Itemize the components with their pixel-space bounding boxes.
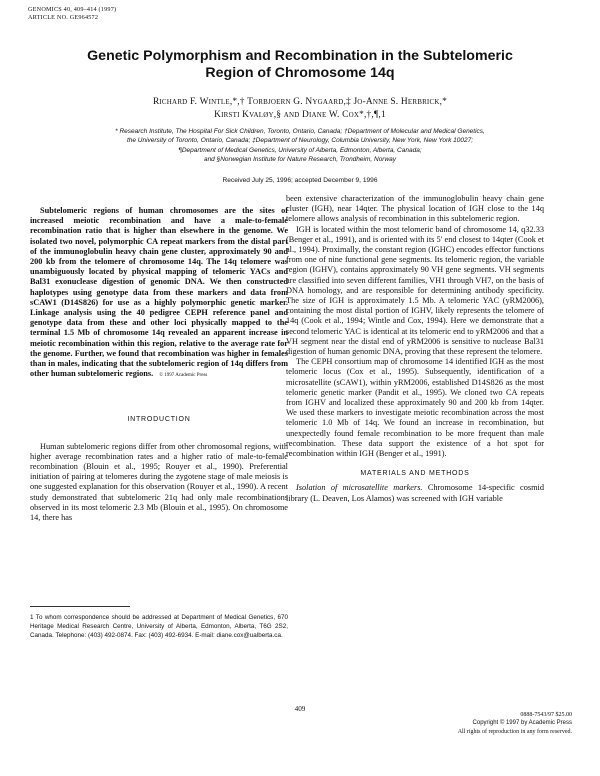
page-number: 409 <box>294 705 306 713</box>
introduction-paragraph: Human subtelomeric regions differ from other chromosomal regions, with higher average recombination rates and a higher ratio of male-to-female recombination (Blouin et al., 1995; Rouyer et al., 1990). Preferential initiation of pairing at telomeres during the zygotene stage of male meiosis is one suggested explanation for this observation (Rouyer et al., 1990). A recent study demonstrated that subtelomeric 21q had only male recombinations observed in its most telomeric 2.3 Mb (Blouin et al., 1995). On chromosome 14, there has <box>30 441 288 523</box>
left-column <box>30 206 288 523</box>
affiliation-line-1: * Research Institute, The Hospital For Sick Children, Toronto, Ontario, Canada; †Department of Molecular and Medical Genetics, <box>115 128 485 135</box>
received-date: Received July 25, 1996; accepted December 9, 1996 <box>222 177 378 184</box>
footnote-divider <box>30 606 130 607</box>
right-paragraph-1: IGH is located within the most telomeric band of chromosome 14, q32.33 (Benger et al., 1991), and is oriented with its 5′ end closest to 14qter (Cook et al., 1994). Proximally, the constant region (IGHC) encodes effector functions from one of nine functional gene segments. Its telomeric region, the variable region (IGHV), contains approximately 90 VH gene segments. VH segments are classified into seven different families, VH1 through VH7, on the basis of DNA homology, and are responsible for determining antibody specificity. The size of IGH is approximately 1.5 Mb. A telomeric YAC (yRM2006), containing the most distal portion of IGHV, likely represents the telomere of 14q (Cook et al., 1994; Wintle and Cox, 1994). Here we demonstrate that a second telomeric YAC is identical at its telomeric end to yRM2006 and that a VH segment near the distal end of yRM2006 is sensitive to nuclease Bal31 digestion of human genomic DNA, proving that these represent the telomere. <box>286 224 544 357</box>
authors-line-2: Kirsti Kvaløy,§ and Diane W. Cox*,†,¶,1 <box>214 109 386 120</box>
title-line-2: Region of Chromosome 14q <box>205 65 395 81</box>
title-line-1: Genetic Polymorphism and Recombination in the Subtelomeric <box>87 48 513 64</box>
right-paragraph-0: been extensive characterization of the immunoglobulin heavy chain gene cluster (IGH), near 14qter. The physical location of IGH close to the 14q telomere allows analysis of recombination in this subtelomeric region. <box>286 194 544 224</box>
author-list <box>20 96 580 121</box>
affiliation-line-4: and §Norwegian Institute for Nature Research, Trondheim, Norway <box>203 156 397 164</box>
right-paragraph-2: The CEPH consortium map of chromosome 14 identified IGH as the most telomeric locus (Cox et al., 1995). Subsequently, identification of a microsatellite (sCAW1), within yRM2006, established D14S826 as the most telomeric genetic marker (Pandit et al., 1995). We cloned two CA repeats from IGHV and localized these approximately 90 and 200 kb from 14qter. We used these markers to investigate meiotic recombination across the most telomeric 1.0 Mb of 14q. We found an increase in recombination, but unexpectedly found female recombination to be more frequent than male recombination. These data support the existence of a hot spot for recombination within IGH (Benger et al., 1991). <box>286 357 544 459</box>
abstract-body: Subtelomeric regions of human chromosomes are the sites of increased meiotic recombination and have a male-to-female recombination ratio that is higher than elsewhere in the genome. We isolated two novel, polymorphic CA repeat markers from the distal part of the immunoglobulin heavy chain gene cluster, approximately 90 and 200 kb from the telomere of chromosome 14q. The 14q telomere was unambiguously located by physical mapping of telomeric YACs and Bal31 exonuclease digestion of genomic DNA. We then constructed haplotypes using genotype data from these markers and data from sCAW1 (D14S826) for use as a highly polymorphic genetic marker. Linkage analysis using the 40 pedigree CEPH reference panel and genotype data from these and other loci physically mapped to the terminal 1.5 Mb of chromosome 14q revealed an apparent increase in meiotic recombination within this region, relative to the average rate for the genome. Further, we found that recombination was higher in females than in males, indicating that the subtelomeric region of 14q differs from other human subtelomeric regions. <box>30 206 288 379</box>
methods-text: Chromosome 14-specific cosmid library (L. Deaven, Los Alamos) was screened with IGH variable <box>286 483 544 503</box>
article-number: ARTICLE NO. GE964572 <box>28 14 99 21</box>
abstract-copyright: © 1997 Academic Press <box>159 373 208 379</box>
affiliations <box>20 127 580 165</box>
journal-volume-pages: GENOMICS 40, 409–414 (1997) <box>28 6 117 13</box>
abstract <box>30 206 288 381</box>
issn-price: 0888-7543/97 $25.00 <box>520 712 572 718</box>
methods-paragraph <box>286 483 544 503</box>
affiliation-line-3: ¶Department of Medical Genetics, University of Alberta, Edmonton, Alberta, Canada; <box>178 146 422 154</box>
introduction-heading: INTRODUCTION <box>127 416 191 424</box>
copyright-block <box>400 711 572 736</box>
methods-heading: MATERIALS AND METHODS <box>360 470 470 478</box>
copyright-line: Copyright © 1997 by Academic Press <box>472 720 572 727</box>
paper-title <box>20 48 580 82</box>
authors-line-1: Richard F. Wintle,*,† Torbjoern G. Nygaard,‡ Jo-Anne S. Herbrick,* <box>152 97 448 107</box>
methods-subheading: Isolation of microsatellite markers. <box>296 483 423 493</box>
affiliation-line-2: the University of Toronto, Ontario, Canada; ‡Department of Neurology, Columbia University, New York, New York 10027; <box>126 137 474 145</box>
journal-citation <box>28 6 116 22</box>
right-column <box>286 194 544 504</box>
footnote: 1 To whom correspondence should be addressed at Department of Medical Genetics, 670 Heritage Medical Research Centre, University of Alberta, Edmonton, Alberta, T6G 2S2, Canada. Telephone: (403) 492-0874. Fax: (403) 492-6934. E-mail: diane.cox@ualberta.ca. <box>30 614 288 639</box>
rights-reserved: All rights of reproduction in any form reserved. <box>457 728 572 735</box>
